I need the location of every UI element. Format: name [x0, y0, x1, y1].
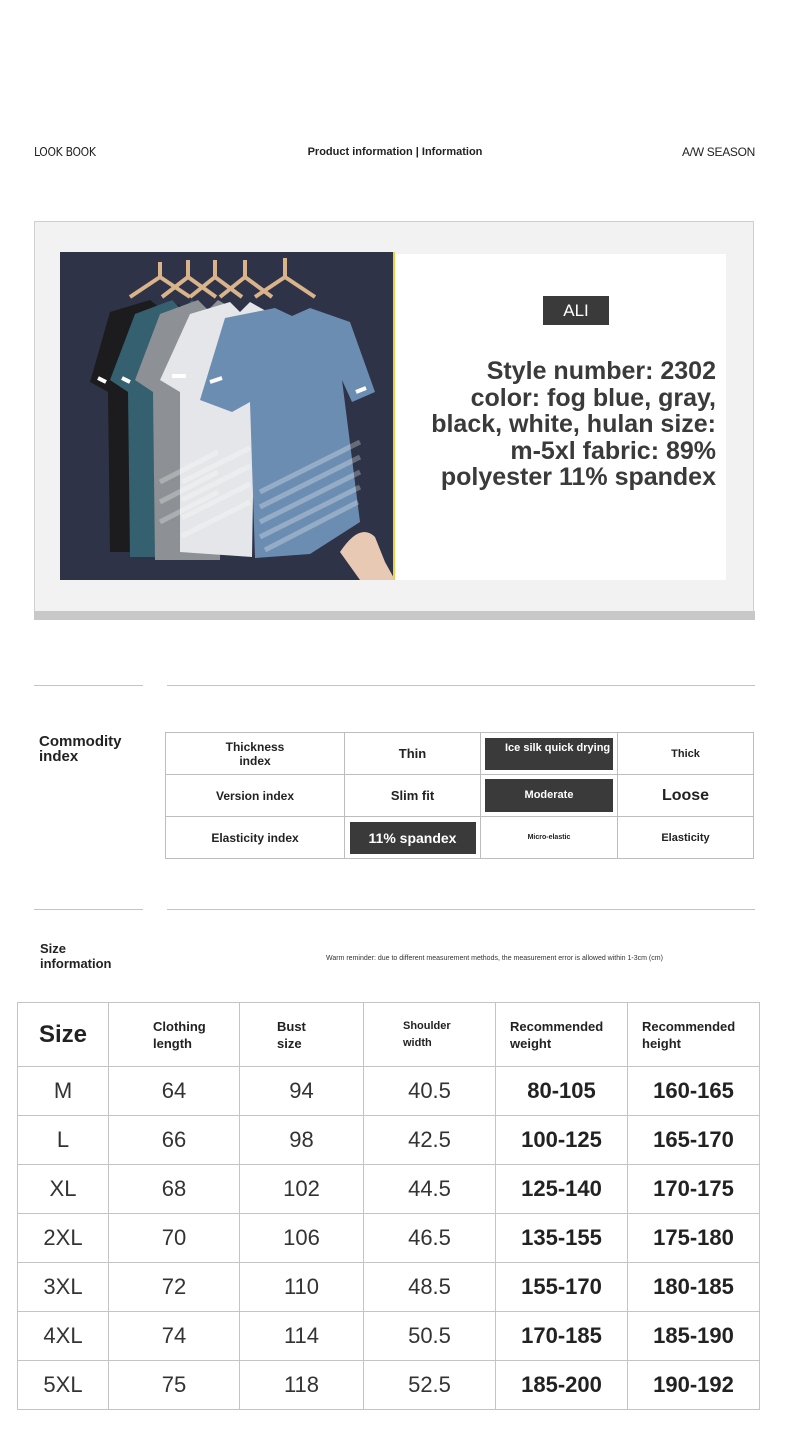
- shoulder-cell: 44.5: [364, 1165, 496, 1214]
- length-cell: 72: [109, 1263, 240, 1312]
- table-row: [166, 817, 754, 859]
- index-cell: Loose: [618, 775, 754, 817]
- table-row: [18, 1312, 760, 1361]
- height-cell: 175-180: [628, 1214, 760, 1263]
- shoulder-cell: 42.5: [364, 1116, 496, 1165]
- size-cell: 5XL: [18, 1361, 109, 1410]
- index-cell: Elasticity: [618, 817, 754, 859]
- brand-badge: ALI: [543, 296, 609, 325]
- table-row: [18, 1361, 760, 1410]
- index-cell: Thin: [345, 733, 481, 775]
- index-cell: Slim fit: [345, 775, 481, 817]
- commodity-index-title: Commodity index: [39, 733, 122, 765]
- index-label: Elasticity index: [166, 817, 345, 859]
- table-row: [18, 1165, 760, 1214]
- index-cell-selected: 11% spandex: [345, 817, 481, 859]
- header-recommended-height: Recommended height: [628, 1003, 760, 1067]
- divider: [34, 685, 143, 686]
- bust-cell: 106: [240, 1214, 364, 1263]
- table-row: [166, 733, 754, 775]
- size-cell: M: [18, 1067, 109, 1116]
- weight-cell: 80-105: [496, 1067, 628, 1116]
- shoulder-cell: 48.5: [364, 1263, 496, 1312]
- length-cell: 66: [109, 1116, 240, 1165]
- header-recommended-weight: Recommended weight: [496, 1003, 628, 1067]
- length-cell: 70: [109, 1214, 240, 1263]
- index-label: Thickness index: [166, 733, 345, 775]
- weight-cell: 170-185: [496, 1312, 628, 1361]
- tshirts-illustration: [60, 252, 395, 580]
- commodity-index-table: [165, 732, 754, 859]
- divider: [167, 685, 755, 686]
- header-bust-size: Bust size: [240, 1003, 364, 1067]
- size-cell: L: [18, 1116, 109, 1165]
- length-cell: 74: [109, 1312, 240, 1361]
- header-size: Size: [18, 1003, 109, 1067]
- bust-cell: 94: [240, 1067, 364, 1116]
- table-row: [166, 775, 754, 817]
- measurement-reminder: Warm reminder: due to different measurement methods, the measurement error is allowed within 1-3cm (cm): [326, 955, 663, 962]
- bust-cell: 98: [240, 1116, 364, 1165]
- length-cell: 75: [109, 1361, 240, 1410]
- season-label: A/W SEASON: [681, 145, 755, 159]
- table-header-row: [18, 1003, 760, 1067]
- height-cell: 185-190: [628, 1312, 760, 1361]
- photo-edge: [393, 252, 395, 580]
- size-info-title: Size information: [40, 941, 112, 971]
- bust-cell: 118: [240, 1361, 364, 1410]
- size-table: [17, 1002, 760, 1410]
- weight-cell: 125-140: [496, 1165, 628, 1214]
- height-cell: 160-165: [628, 1067, 760, 1116]
- product-photo: [60, 252, 395, 580]
- shoulder-cell: 52.5: [364, 1361, 496, 1410]
- length-cell: 64: [109, 1067, 240, 1116]
- length-cell: 68: [109, 1165, 240, 1214]
- table-row: [18, 1214, 760, 1263]
- height-cell: 165-170: [628, 1116, 760, 1165]
- product-description: Style number: 2302 color: fog blue, gray, black, white, hulan size: m-5xl fabric: 89% polyester 11% spandex: [431, 357, 716, 491]
- weight-cell: 135-155: [496, 1214, 628, 1263]
- height-cell: 190-192: [628, 1361, 760, 1410]
- shoulder-cell: 40.5: [364, 1067, 496, 1116]
- size-cell: 4XL: [18, 1312, 109, 1361]
- size-cell: 2XL: [18, 1214, 109, 1263]
- index-cell-selected: Moderate: [481, 775, 618, 817]
- header-shoulder-width: Shoulder width: [364, 1003, 496, 1067]
- divider: [34, 909, 143, 910]
- weight-cell: 100-125: [496, 1116, 628, 1165]
- height-cell: 180-185: [628, 1263, 760, 1312]
- divider: [167, 909, 755, 910]
- size-cell: XL: [18, 1165, 109, 1214]
- lookbook-label: LOOK BOOK: [34, 145, 96, 159]
- bust-cell: 110: [240, 1263, 364, 1312]
- weight-cell: 185-200: [496, 1361, 628, 1410]
- bust-cell: 114: [240, 1312, 364, 1361]
- index-cell: Micro-elastic: [481, 817, 618, 859]
- header-clothing-length: Clothing length: [109, 1003, 240, 1067]
- bust-cell: 102: [240, 1165, 364, 1214]
- index-cell: Thick: [618, 733, 754, 775]
- table-row: [18, 1067, 760, 1116]
- section-heading: Product information | Information: [307, 146, 483, 158]
- shoulder-cell: 46.5: [364, 1214, 496, 1263]
- size-cell: 3XL: [18, 1263, 109, 1312]
- shoulder-cell: 50.5: [364, 1312, 496, 1361]
- index-label: Version index: [166, 775, 345, 817]
- index-cell-selected: Ice silk quick drying: [481, 733, 618, 775]
- table-row: [18, 1116, 760, 1165]
- card-shadow-bar: [34, 611, 755, 620]
- table-row: [18, 1263, 760, 1312]
- height-cell: 170-175: [628, 1165, 760, 1214]
- weight-cell: 155-170: [496, 1263, 628, 1312]
